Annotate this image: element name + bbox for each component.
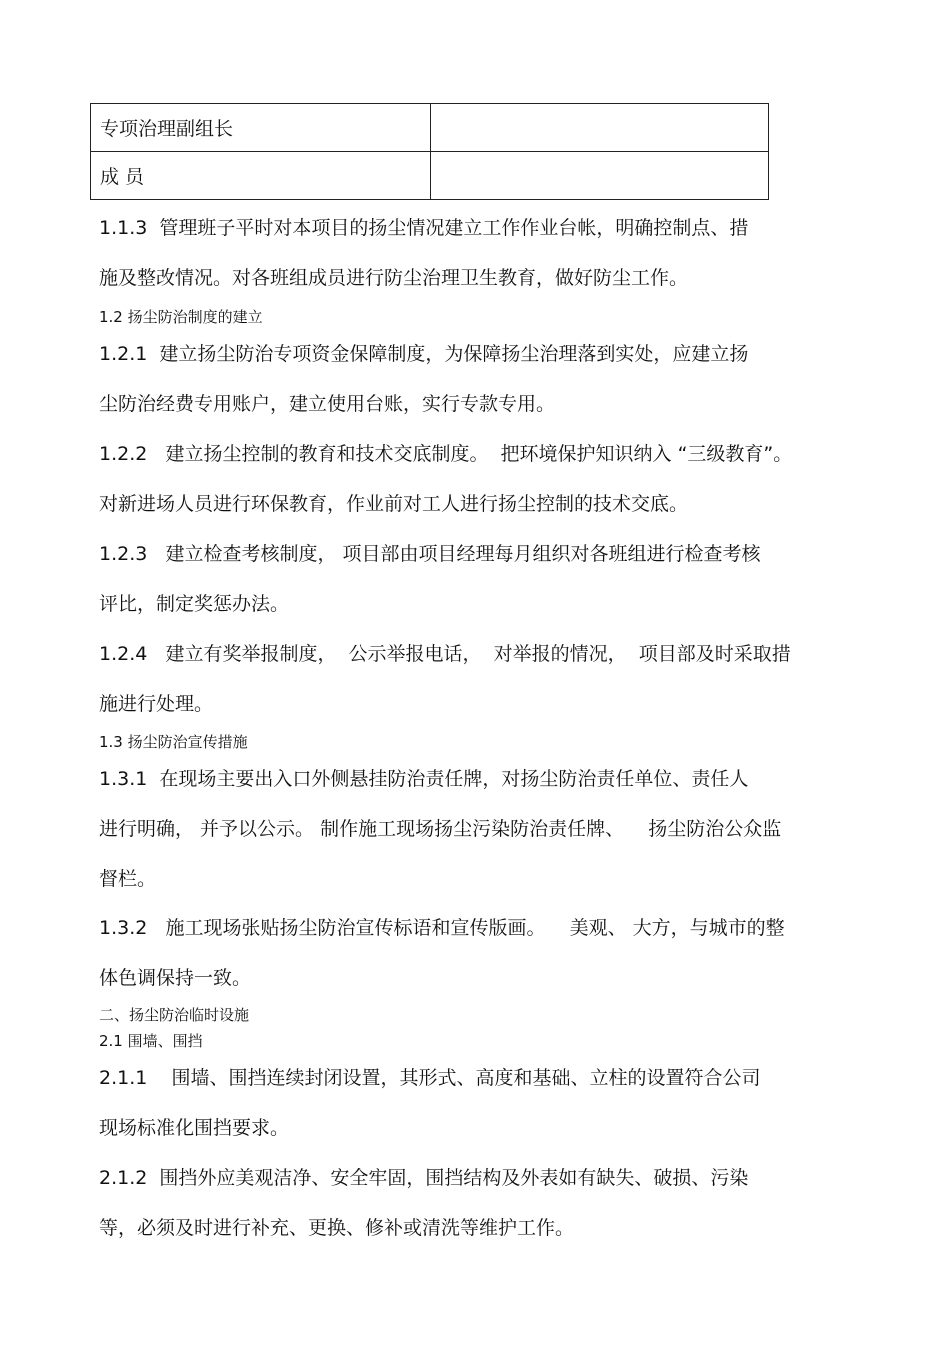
paragraph-line: 评比，制定奖惩办法。 [99, 593, 290, 615]
paragraph-line: 现场标准化围挡要求。 [99, 1117, 290, 1139]
table-row [91, 104, 769, 152]
paragraph-line: 1.2.3 建立检查考核制度， 项目部由项目经理每月组织对各班组进行检查考核 [99, 543, 761, 565]
table-cell-label: 成 员 [91, 152, 431, 200]
paragraph-line: 进行明确， 并予以公示。 制作施工现场扬尘污染防治责任牌、 扬尘防治公众监 [99, 818, 782, 840]
paragraph-line: 体色调保持一致。 [99, 967, 252, 989]
paragraph-line: 2.1.2 围挡外应美观洁净、安全牢固，围挡结构及外表如有缺失、破损、污染 [99, 1167, 749, 1189]
section-heading: 二、扬尘防治临时设施 [99, 1006, 250, 1024]
paragraph-line: 1.1.3 管理班子平时对本项目的扬尘情况建立工作作业台帐，明确控制点、措 [99, 217, 749, 239]
paragraph-line: 施及整改情况。对各班组成员进行防尘治理卫生教育，做好防尘工作。 [99, 267, 689, 289]
table-row [91, 152, 769, 200]
paragraph-line: 1.2.2 建立扬尘控制的教育和技术交底制度。 把环境保护知识纳入 “三级教育”。 [99, 443, 793, 465]
paragraph-line: 对新进场人员进行环保教育，作业前对工人进行扬尘控制的技术交底。 [99, 493, 689, 515]
section-heading: 1.2 扬尘防治制度的建立 [99, 308, 263, 326]
paragraph-line: 1.3.2 施工现场张贴扬尘防治宣传标语和宣传版画。 美观、 大方，与城市的整 [99, 917, 785, 939]
table-cell-value [431, 104, 769, 152]
table-cell-label: 专项治理副组长 [91, 104, 431, 152]
personnel-table [90, 103, 769, 200]
paragraph-line: 等，必须及时进行补充、更换、修补或清洗等维护工作。 [99, 1217, 575, 1239]
paragraph-line: 1.3.1 在现场主要出入口外侧悬挂防治责任牌，对扬尘防治责任单位、责任人 [99, 768, 749, 790]
paragraph-line: 施进行处理。 [99, 693, 214, 715]
section-heading: 1.3 扬尘防治宣传措施 [99, 733, 248, 751]
paragraph-line: 2.1.1 围墙、围挡连续封闭设置，其形式、高度和基础、立柱的设置符合公司 [99, 1067, 761, 1089]
paragraph-line: 督栏。 [99, 868, 157, 890]
table-cell-value [431, 152, 769, 200]
paragraph-line: 尘防治经费专用账户，建立使用台账，实行专款专用。 [99, 393, 556, 415]
paragraph-line: 1.2.1 建立扬尘防治专项资金保障制度，为保障扬尘治理落到实处，应建立扬 [99, 343, 749, 365]
section-heading: 2.1 围墙、围挡 [99, 1032, 203, 1050]
paragraph-line: 1.2.4 建立有奖举报制度， 公示举报电话， 对举报的情况， 项目部及时采取措 [99, 643, 791, 665]
